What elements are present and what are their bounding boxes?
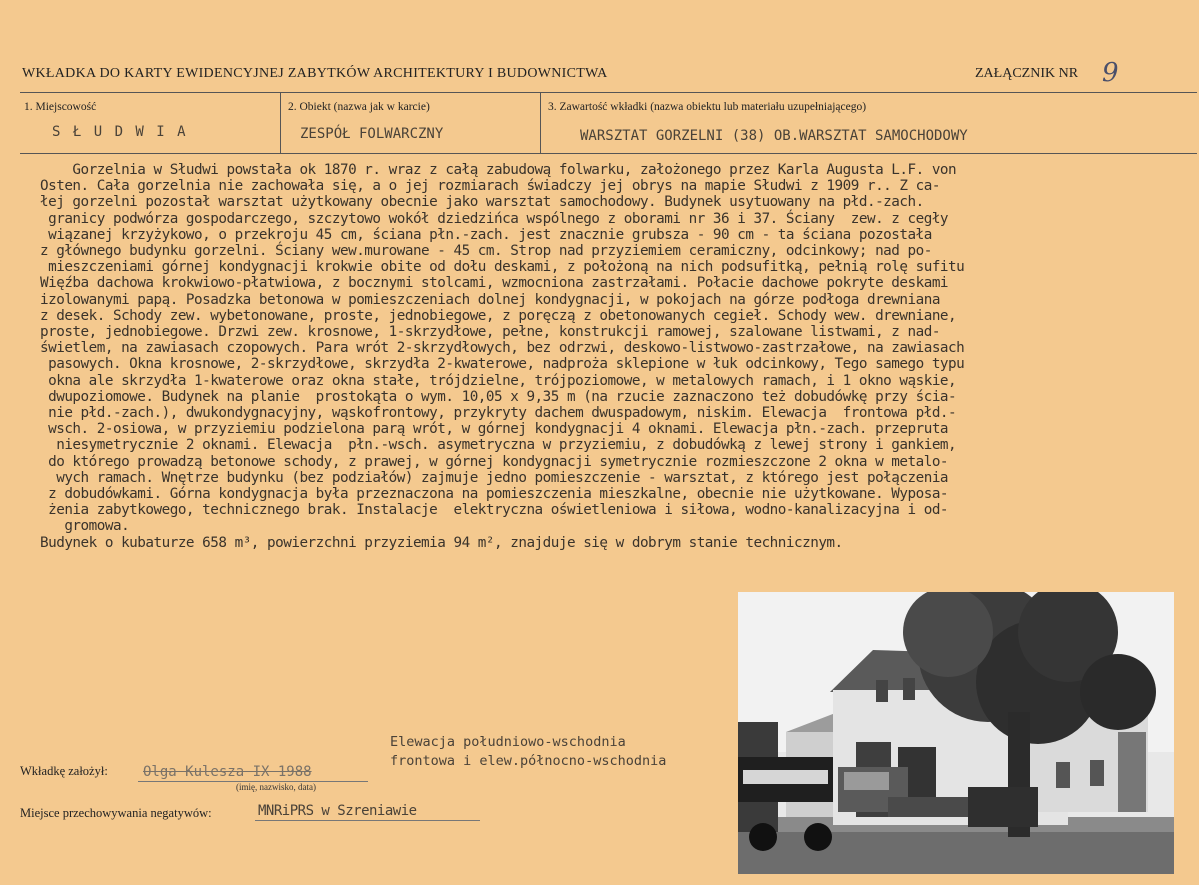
description-line: niesymetrycznie 2 oknami. Elewacja płn.-wsch. asymetryczna w przyziemiu, z dobudówką z lewej strony i gankiem, — [40, 437, 957, 454]
description-line: do którego prowadzą betonowe schody, z prawej, w górnej kondygnacji symetrycznie rozmieszczone 2 okna w metalo- — [40, 453, 949, 470]
description-line: łej gorzelni pozostał warsztat użytkowany obecnie jako warsztat samochodowy. Budynek usytuowany na płd.-zach. — [40, 194, 924, 211]
description-line: gromowa. — [40, 518, 130, 535]
description-line: Więźba dachowa krokwiowo-płatwiowa, z bocznymi stolcami, wzmocniona zastrzałami. Połacie dachowe pokryte deskami — [40, 275, 949, 292]
photo-caption — [390, 733, 666, 771]
annex-label: ZAŁĄCZNIK NR — [975, 66, 1079, 81]
description-line: nie płd.-zach.), dwukondygnacyjny, wąskofrontowy, przykryty dachem dwuspadowym, niskim. Elewacja frontowa płd.- — [40, 405, 957, 422]
storage-label: Miejsce przechowywania negatywów: — [20, 806, 212, 820]
object-label: 2. Obiekt (nazwa jak w karcie) — [288, 101, 430, 113]
description-line: wsch. 2-osiowa, w przyziemiu podzielona parą wrót, w górnej kondygnacji 4 oknami. Elewacja płn.-zach. przepruta — [40, 421, 949, 438]
description-line: granicy podwórza gospodarczego, szczytowo wokół dziedzińca wspólnego z oborami nr 36 i 37. Ściany zew. z cegły — [40, 210, 949, 227]
description-line: żenia zabytkowego, technicznego brak. Instalacje elektryczna oświetleniowa i siłowa, wodno-kanalizacyjna i od- — [40, 502, 949, 519]
description-line: Osten. Cała gorzelnia nie zachowała się, a o jej rozmiarach świadczy jej obrys na mapie Słudwi z 1909 r.. Z ca- — [40, 178, 940, 195]
place-label: 1. Miejscowość — [24, 101, 97, 113]
object-value: ZESPÓŁ FOLWARCZNY — [300, 126, 444, 142]
description-line: izolowanymi papą. Posadzka betonowa w pomieszczeniach dolnej kondygnacji, w pokojach na górze podłoga drewniana — [40, 291, 940, 308]
place-value: S Ł U D W I A — [52, 124, 188, 140]
description-line: świetlem, na zawiasach czopowych. Para wrót 2-skrzydłowych, bez odrzwi, deskowo-listwowo-zastrzałowe, na zawiasach — [40, 340, 965, 357]
description-line: wych ramach. Wnętrze budynku (bez podziałów) zajmuje jedno pomieszczenie - warsztat, z którego jest połączenia — [40, 469, 949, 486]
insert-author-value: Olga Kulesza IX 1988 — [143, 764, 312, 780]
description-line: dwupoziomowe. Budynek na planie prostokąta o wym. 10,05 x 9,35 m (na rzucie zaznaczono też dobudówkę przy ścia- — [40, 388, 957, 405]
description-line: pasowych. Okna krosnowe, 2-skrzydłowe, skrzydła 2-kwaterowe, nadproża sklepione w łuk odcinkowy, Tego samego typu — [40, 356, 965, 373]
field-divider-1 — [280, 93, 281, 153]
description-line: wiązanej krzyżykowo, o przekroju 45 cm, ściana płn.-zach. jest znacznie grubsza - 90 cm - ta ściana pozostała — [40, 226, 932, 243]
description-line: okna ale skrzydła 1-kwaterowe oraz okna stałe, trójdzielne, trójpoziomowe, w metalowych ramach, i 1 okno wąskie, — [40, 372, 957, 389]
author-hint: (imię, nazwisko, data) — [236, 782, 316, 792]
storage-value: MNRiPRS w Szreniawie — [258, 803, 417, 819]
building-photo-drawing — [738, 592, 1174, 874]
insert-author-label: Wkładkę założył: — [20, 764, 108, 778]
description-text — [40, 162, 1199, 551]
fields-rule — [20, 153, 1197, 154]
description-line: mieszczeniami górnej kondygnacji krokwie obite od dołu deskami, z położoną na nich podsufitką, pełnią rolę sufitu — [40, 259, 965, 276]
description-line: Gorzelnia w Słudwi powstała ok 1870 r. wraz z całą zabudową folwarku, założonego przez Karla Augusta L.F. von — [40, 162, 957, 178]
field-divider-2 — [540, 93, 541, 153]
building-photo — [738, 592, 1174, 874]
card-title: WKŁADKA DO KARTY EWIDENCYJNEJ ZABYTKÓW ARCHITEKTURY I BUDOWNICTWA — [22, 66, 608, 81]
description-line: z głównego budynku gorzelni. Ściany wew.murowane - 45 cm. Strop nad przyziemiem ceramiczny, odcinkowy; nad po- — [40, 243, 932, 260]
content-value: WARSZTAT GORZELNI (38) OB.WARSZTAT SAMOCHODOWY — [580, 128, 968, 144]
description-line: Budynek o kubaturze 658 m³, powierzchni przyziemia 94 m², znajduje się w dobrym stanie technicznym. — [40, 534, 843, 551]
storage-rule — [255, 820, 480, 821]
caption-line: Elewacja południowo-wschodnia — [390, 734, 626, 750]
annex-number: 9 — [1102, 58, 1119, 88]
content-label: 3. Zawartość wkładki (nazwa obiektu lub materiału uzupełniającego) — [548, 101, 867, 113]
description-line: proste, jednobiegowe. Drzwi zew. krosnowe, 1-skrzydłowe, pełne, konstrukcji ramowej, szalowane listwami, z nad- — [40, 324, 940, 341]
caption-line: frontowa i elew.północno-wschodnia — [390, 753, 667, 769]
description-line: z dobudówkami. Górna kondygnacja była przeznaczona na pomieszczenia mieszkalne, obecnie nie użytkowane. Wyposa- — [40, 486, 949, 503]
header-rule — [20, 92, 1197, 93]
description-line: z desek. Schody zew. wybetonowane, proste, jednobiegowe, z poręczą z obetonowanych cegieł. Schody wew. drewniane, — [40, 307, 957, 324]
